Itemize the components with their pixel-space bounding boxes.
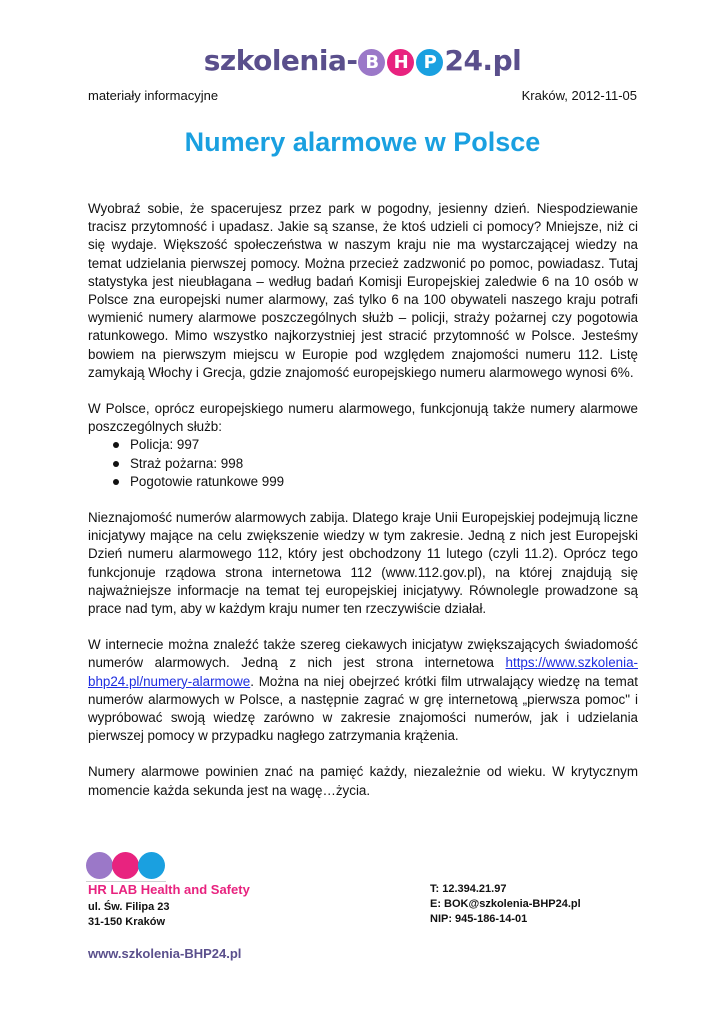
paragraph-services-intro: W Polsce, oprócz europejskiego numeru alarmowego, funkcjonują także numery alarmowe poszczególnych służb: [88, 401, 638, 435]
logo-prefix: szkolenia- [203, 44, 358, 77]
footer-logo-dots [86, 852, 172, 882]
purple-dot [86, 852, 113, 879]
blue-dot [138, 852, 165, 879]
pink-dot [112, 852, 139, 879]
numery-alarmowe-link[interactable]: https://www.szkolenia-bhp24.pl/numery-alarmowe [88, 655, 638, 689]
contact-email: E: BOK@szkolenia-BHP24.pl [430, 898, 581, 910]
company-name: HR LAB Health and Safety [88, 882, 250, 897]
site-logo [0, 44, 725, 78]
paragraph-conclusion: Numery alarmowe powinien znać na pamięć każdy, niezależnie od wieku. W krytycznym momencie każda sekunda jest na wagę…życia. [88, 764, 638, 798]
logo-letter-h: H [387, 49, 414, 76]
list-item: Straż pożarna: 998 [130, 455, 638, 473]
contact-phone: T: 12.394.21.97 [430, 883, 507, 895]
emergency-numbers-list [88, 436, 638, 491]
contact-nip: NIP: 945-186-14-01 [430, 913, 528, 925]
paragraph-text: . Można na niej obejrzeć krótki film utrwalający wiedzę na temat numerów alarmowych w Polsce, a następnie zagrać w grę internetową „pierwsza pomoc" i wypróbować swoją wiedzę zarówno w zakresie znajomości numerów, jak i udzielania pierwszej pomocy w przypadku nagłego zatrzymania krążenia. [88, 673, 638, 744]
paragraph-internet-initiatives [88, 636, 638, 745]
article-body [88, 200, 638, 818]
list-item: Policja: 997 [130, 436, 638, 454]
footer-website: www.szkolenia-BHP24.pl [88, 946, 242, 961]
paragraph-eu-initiatives: Nieznajomość numerów alarmowych zabija. Dlatego kraje Unii Europejskiej podejmują liczne inicjatywy mające na celu zwiększenie wiedzy w tym zakresie. Jedną z nich jest Europejski Dzień numeru alarmowego 112, który jest obchodzony 11 lutego (czyli 11.2). Oprócz tego funkcjonuje rządowa strona internetowa 112 (www.112.gov.pl), na której znajdują się najważniejsze informacje na temat tej europejskiej inicjatywy. Równolegle prowadzone są prace nad tym, aby w każdym kraju numer ten rzeczywiście działał. [88, 510, 639, 617]
paragraph-text: W internecie można znaleźć także szereg ciekawych inicjatyw zwiększających świadomość numerów alarmowych. Jedną z nich jest strona internetowa [88, 637, 638, 671]
list-item: Pogotowie ratunkowe 999 [130, 473, 638, 491]
address-city: 31-150 Kraków [88, 916, 166, 928]
logo-suffix: 24.pl [444, 44, 522, 77]
document-category: materiały informacyjne [88, 88, 219, 103]
logo-letter-b: B [358, 49, 385, 76]
logo-letter-p: P [416, 49, 443, 76]
page-title: Numery alarmowe w Polsce [184, 127, 541, 157]
document-date: Kraków, 2012-11-05 [521, 88, 637, 103]
address-street: ul. Św. Filipa 23 [88, 901, 170, 913]
paragraph-intro: Wyobraź sobie, że spacerujesz przez park w pogodny, jesienny dzień. Niespodziewanie tracisz przytomność i upadasz. Jakie są szanse, że ktoś udzieli ci pomocy? Mniejsze, niż ci się wydaje. Większość społeczeństwa w naszym kraju nie ma wystarczającej wiedzy na temat udzielania pierwszej pomocy. Można przecież zadzwonić po pomoc, powiadasz. Tutaj statystyka jest nieubłagana – według badań Komisji Europejskiej zaledwie 6 na 10 osób w Polsce zna europejski numer alarmowy, zaś tylko 6 na 100 obywateli naszego kraju potrafi wymienić numery alarmowe poszczególnych służb – policji, straży pożarnej czy pogotowia ratunkowego. Mimo wszystko najkorzystniej jest stracić przytomność w Polsce. Jesteśmy bowiem na pierwszym miejscu w Europie pod względem znajomości numeru 112. Listę zamykają Włochy i Grecja, gdzie znajomość europejskiego numeru alarmowego wynosi 6%. [88, 201, 638, 380]
